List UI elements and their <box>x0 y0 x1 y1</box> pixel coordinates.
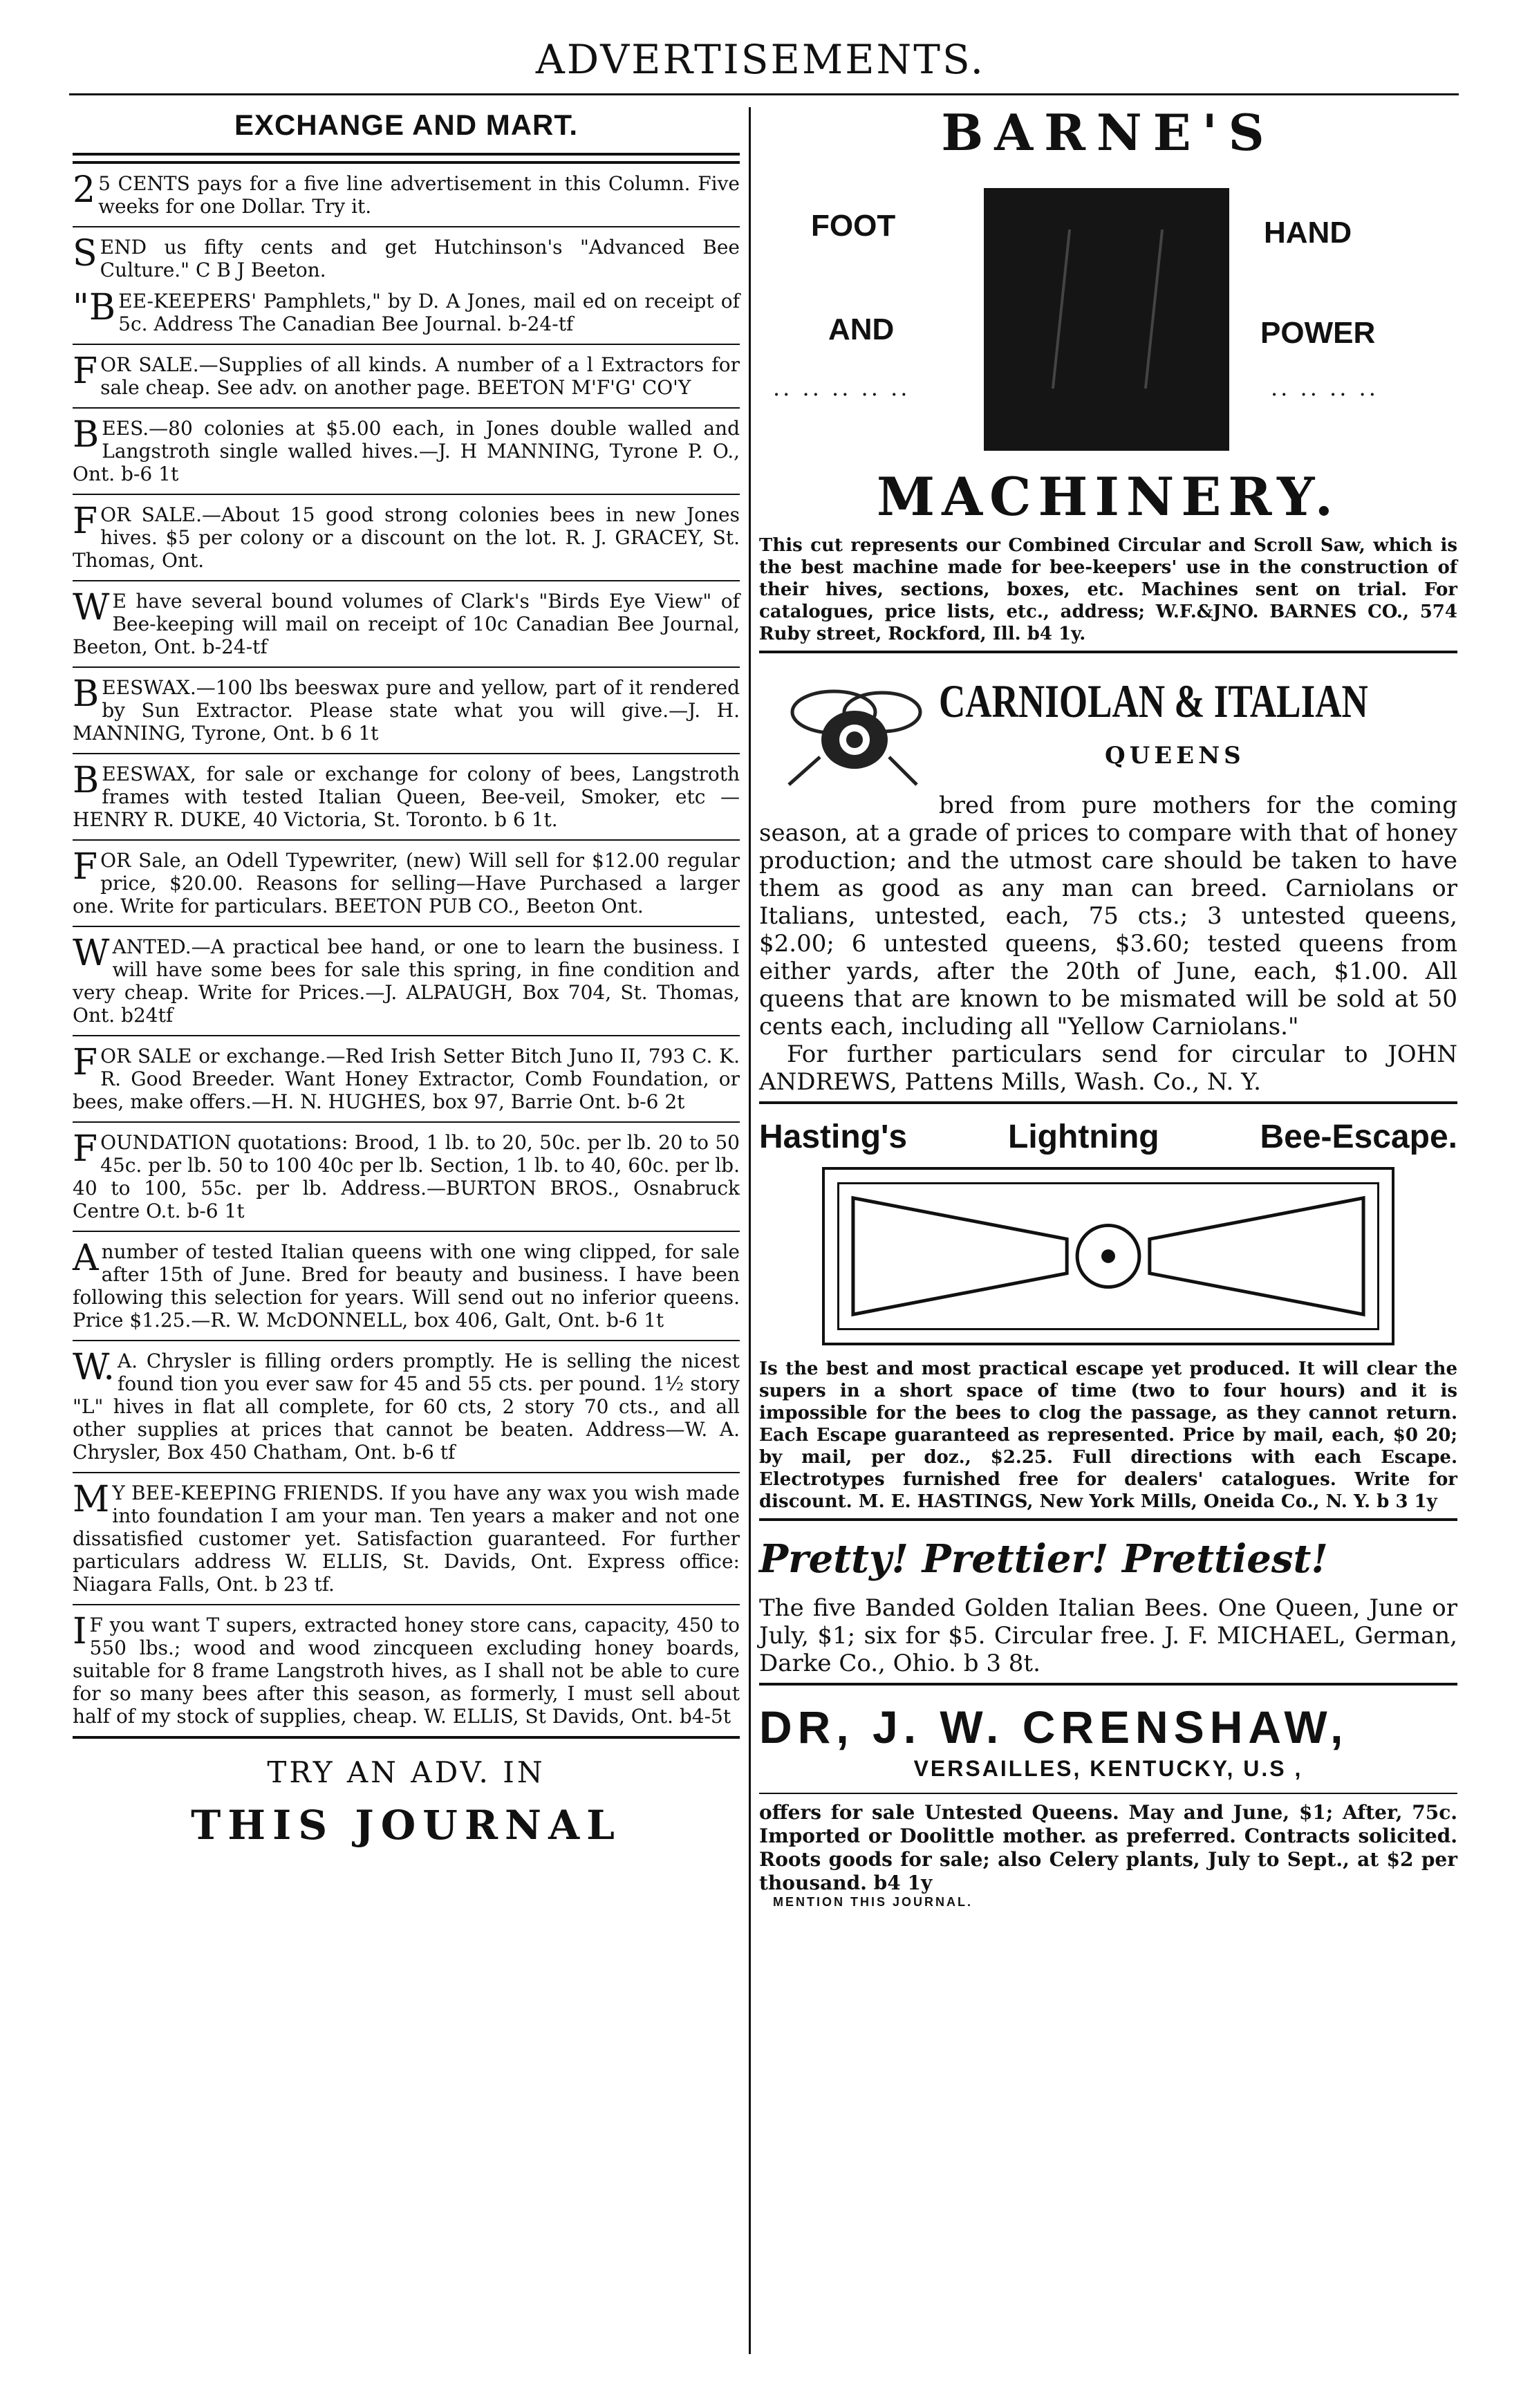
rule <box>73 494 740 495</box>
hand-label: HAND <box>1264 216 1352 250</box>
exchange-mart-heading: EXCHANGE AND MART. <box>234 109 579 141</box>
rule <box>73 226 740 227</box>
try-adv-line: TRY AN ADV. IN <box>267 1755 545 1789</box>
rule <box>73 1035 740 1036</box>
ad-item: FOR SALE.—About 15 good strong colonies bees in new Jones hives. $5 per colony or a discount on the lot. R. J. GRACEY, St. Thomas, Ont. <box>73 501 740 572</box>
ad-item: FOR SALE.—Supplies of all kinds. A number of a l Extractors for sale cheap. See adv. on another page. BEETON M'F'G' CO'Y <box>73 351 740 399</box>
top-rule <box>69 93 1459 95</box>
ad-item: BEESWAX, for sale or exchange for colony of bees, Langstroth frames with tested Italian Queen, Bee-veil, Smoker, etc —HENRY R. DUKE, 40 Victoria, St. Toronto. b 6 1t. <box>73 760 740 831</box>
barnes-description: This cut represents our Combined Circular and Scroll Saw, which is the best machine made for bee-keepers' use in the construction of their hives, sections, boxes, etc. Machines sent on trial. For catalogues, price lists, etc., address; W.F.&JNO. BARNES CO., 574 Ruby street, Rockford, Ill. b4 1y. <box>759 535 1457 644</box>
crenshaw-address: VERSAILLES, KENTUCKY, U.S , <box>913 1756 1303 1781</box>
left-column <box>73 100 740 1849</box>
hastings-title-a: Hasting's <box>759 1119 908 1155</box>
michael-body: The five Banded Golden Italian Bees. One Queen, June or July, $1; six for $5. Circular free. J. F. MICHAEL, German, Darke Co., Ohio. b 3 8t. <box>759 1594 1457 1677</box>
rule <box>73 1472 740 1473</box>
rule <box>73 1340 740 1341</box>
foot-label: FOOT <box>811 209 896 243</box>
page-header: ADVERTISEMENTS. <box>535 36 986 83</box>
machinery-title: MACHINERY. <box>876 466 1341 528</box>
ad-item: SEND us fifty cents and get Hutchinson's "Advanced Bee Culture." C B J Beeton. <box>73 233 740 281</box>
rule <box>73 153 740 156</box>
rule <box>73 1121 740 1123</box>
dots-left: .. .. .. .. .. <box>773 375 911 401</box>
rule <box>73 1604 740 1605</box>
crenshaw-body: offers for sale Untested Queens. May and June, $1; After, 75c. Imported or Doolittle mother. as preferred. Contracts solicited. Roots goods for sale; also Celery plants, July to Sept., at $2 per thousand. b4 1y <box>759 1801 1457 1894</box>
saw-machine-illustration <box>984 188 1229 451</box>
carniolan-header <box>759 667 1457 792</box>
rule <box>759 1101 1457 1104</box>
right-column <box>759 100 1457 1910</box>
rule <box>73 839 740 841</box>
escape-plate <box>837 1182 1379 1330</box>
barnes-figure <box>759 167 1457 458</box>
ad-item: WE have several bound volumes of Clark's "Birds Eye View" of Bee-keeping will mail on receipt of 10c Canadian Bee Journal, Beeton, Ont. b-24-tf <box>73 587 740 658</box>
ad-item: BEESWAX.—100 lbs beeswax pure and yellow, part of it rendered by Sun Extractor. Please state what you will give.—J. H. MANNING, Tyrone, Ont. b 6 1t <box>73 673 740 745</box>
rule <box>73 1231 740 1232</box>
bee-icon <box>772 674 931 792</box>
rule <box>73 161 740 164</box>
rule <box>73 580 740 581</box>
ad-item: 25 CENTS pays for a five line advertisement in this Column. Five weeks for one Dollar. Try it. <box>73 169 740 218</box>
this-journal-line: THIS JOURNAL <box>191 1802 622 1849</box>
michael-title: Pretty! Prettier! Prettiest! <box>759 1536 1328 1582</box>
carniolan-contact: For further particulars send for circular to JOHN ANDREWS, Pattens Mills, Wash. Co., N. Y. <box>759 1040 1457 1096</box>
carniolan-body: bred from pure mothers for the coming season, at a grade of prices to compare with that of honey production; and the utmost care should be taken to have them as good as any man can breed. Carniolans or Italians, untested, each, 75 cts.; 3 untested queens, $2.00; 6 untested queens, $3.60; tested queens from either yards, after the 20th of June, each, $1.00. All queens that are known to be mismated will be sold at 50 cents each, including all "Yellow Carniolans." <box>759 792 1457 1040</box>
mention-journal: MENTION THIS JOURNAL. <box>773 1895 973 1909</box>
ad-item: Anumber of tested Italian queens with one wing clipped, for sale after 15th of June. Bred for beauty and business. I have been following this selection for years. Will send out no inferior queens. Price $1.25.—R. W. McDONNELL, box 406, Galt, Ont. b-6 1t <box>73 1238 740 1332</box>
rule <box>73 926 740 927</box>
column-divider <box>749 107 751 2354</box>
dots-right: .. .. .. .. <box>1271 375 1379 401</box>
ad-item: WANTED.—A practical bee hand, or one to learn the business. I will have some bees for sale this spring, in fine condition and very cheap. Write for Prices.—J. ALPAUGH, Box 704, St. Thomas, Ont. b24tf <box>73 933 740 1027</box>
hastings-title-b: Lightning <box>1008 1119 1159 1155</box>
ad-item: IF you want T supers, extracted honey store cans, capacity, 450 to 550 lbs.; wood and wood zincqueen excluding honey boards, suitable for 8 frame Langstroth hives, as I shall not be able to cure for so many bees after this season, as formerly, I must sell about half of my stock of supplies, cheap. W. ELLIS, St Davids, Ont. b4-5t <box>73 1611 740 1728</box>
rule <box>73 666 740 668</box>
ad-item: "BEE-KEEPERS' Pamphlets," by D. A Jones, mail ed on receipt of 5c. Address The Canadian Bee Journal. b-24-tf <box>73 287 740 335</box>
and-label: AND <box>828 312 895 346</box>
rule <box>759 1518 1457 1521</box>
rule <box>73 1736 740 1739</box>
ad-item: FOR Sale, an Odell Typewriter, (new) Will sell for $12.00 regular price, $20.00. Reasons for selling—Have Purchased a larger one. Write for particulars. BEETON PUB CO., Beeton Ont. <box>73 846 740 917</box>
bee-escape-illustration <box>822 1167 1394 1345</box>
hastings-title <box>759 1118 1457 1156</box>
hastings-body: Is the best and most practical escape yet produced. It will clear the supers in a short space of time (two to four hours) and it is impossible for the bees to clog the passage, as they cannot return. Each Escape guaranteed as represented. Price by mail, each, $0 20; by mail, per doz., $2.25. Full directions with each Escape. Electrotypes furnished free for dealers' catalogues. Write for discount. M. E. HASTINGS, New York Mills, Oneida Co., N. Y. b 3 1y <box>759 1359 1457 1512</box>
crenshaw-title: DR, J. W. CRENSHAW, <box>759 1701 1349 1753</box>
ad-item: BEES.—80 colonies at $5.00 each, in Jones double walled and Langstroth single walled hives.—J. H MANNING, Tyrone P. O., Ont. b-6 1t <box>73 414 740 485</box>
power-label: POWER <box>1260 316 1376 350</box>
rule <box>73 407 740 409</box>
barnes-title: BARNE'S <box>941 103 1276 162</box>
rule <box>759 1683 1457 1686</box>
carniolan-title: CARNIOLAN & ITALIAN <box>939 675 1368 727</box>
hastings-title-c: Bee-Escape. <box>1260 1119 1457 1155</box>
ad-item: FOUNDATION quotations: Brood, 1 lb. to 20, 50c. per lb. 20 to 50 45c. per lb. 50 to 100 40c per lb. Section, 1 lb. to 40, 60c. per lb. 40 to 100, 55c. per lb. Address.—BURTON BROS., Osnabruck Centre O.t. b-6 1t <box>73 1128 740 1222</box>
escape-drawing <box>839 1184 1377 1328</box>
rule <box>759 1793 1457 1794</box>
rule <box>73 753 740 754</box>
ad-item: MY BEE-KEEPING FRIENDS. If you have any wax you wish made into foundation I am your man. Ten years a maker and not one dissatisfied customer yet. Satisfaction guaranteed. For further particulars address W. ELLIS, St. Davids, Ont. Express office: Niagara Falls, Ont. b 23 tf. <box>73 1479 740 1596</box>
rule <box>73 344 740 345</box>
queens-subtitle: QUEENS <box>1105 742 1245 769</box>
ad-item: W.A. Chrysler is filling orders promptly. He is selling the nicest found tion you ever saw for 45 and 55 cts. per pound. 1½ story "L" hives in flat all complete, for 60 cts, 2 story 70 cts., and all other supplies at prices that cannot be beaten. Address—W. A. Chrysler, Box 450 Chatham, Ont. b-6 tf <box>73 1347 740 1464</box>
rule <box>759 651 1457 653</box>
ad-item: FOR SALE or exchange.—Red Irish Setter Bitch Juno II, 793 C. K. R. Good Breeder. Want Honey Extractor, Comb Foundation, or bees, make offers.—H. N. HUGHES, box 97, Barrie Ont. b-6 2t <box>73 1042 740 1113</box>
